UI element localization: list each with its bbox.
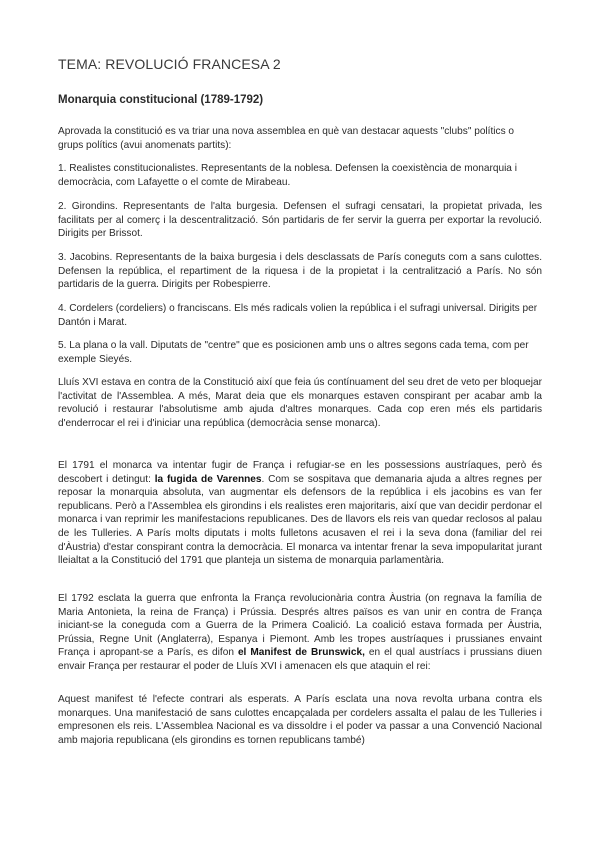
war-text-before: El 1792 esclata la guerra que enfronta la França revolucionària contra Àustria (on regnava la família de Maria Antonieta, la reina de França) i Prússia. Després altres països es van unir en contra de França iniciant-se la coneguda com a Guerra de la Primera Coalició. La coalició estava formada per Àustria, Prússia, Regne Unit (Anglaterra), Espanya i Piemont. Amb les tropes austríaques i prussianes envaint França i apropant-se a París, es difon bbox=[58, 593, 542, 659]
section-subtitle: Monarquia constitucional (1789-1792) bbox=[58, 94, 264, 106]
group-item-plana: 5. La plana o la vall. Diputats de "centre" que es posicionen amb uns o altres segons cada tema, com per exemple Sieyés. bbox=[58, 340, 529, 365]
war-highlight: el Manifest de Brunswick, bbox=[237, 647, 365, 659]
group-item-girondins: 2. Girondins. Representants de l'alta burgesia. Defensen el sufragi censatari, la propietat privada, les facilitats per al comerç i la descentralització. Són partidaris de fer servir la guerra per exportar la revolució. Dirigits per Brissot. bbox=[58, 201, 542, 240]
war-paragraph bbox=[58, 592, 542, 674]
group-item-realistes: 1. Realistes constitucionalistes. Representants de la noblesa. Defensen la coexistència de monarquia i democràcia, com Lafayette o el comte de Mirabeau. bbox=[58, 163, 517, 188]
manifest-effect-paragraph: Aquest manifest té l'efecte contrari als esperats. A París esclata una nova revolta urbana contra els monarques. Una manifestació de sans culottes encapçalada per cordelers assalta el palau de les Tulleries i empresonen els reis. L'Assemblea Nacional es va dissoldre i el poder va passar a una Convenció Nacional amb majoria republicana (els girondins es tornen republicans també) bbox=[58, 694, 542, 746]
flight-paragraph bbox=[58, 459, 542, 568]
flight-text-after: . Com se sospitava que demanaria ajuda a altres regnes per reposar la monarquia absoluta, van augmentar els defensors de la república i els jacobins es van fer republicans. Però a l'Assemblea els girondins i els realistes eren majoritaris, així que van decidir perdonar el monarca i van reprimir les manifestacions republicanes. Des de llavors els reis van quedar reclosos al palau de les Tulleries. A París molts diputats i molts fulletons acusaven el rei i la seva dona (familiar del rei d'Àustria) d'estar conspirant contra la democràcia. El monarca va intentar frenar la seva impopularitat jurant lleialtat a la Constitució del 1791 que planteja un sistema de monarquia parlamentària. bbox=[58, 473, 542, 567]
intro-paragraph: Aprovada la constitució es va triar una nova assemblea en què van destacar aquests "clubs" polítics o grups polítics (avui anomenats partits): bbox=[58, 126, 515, 151]
page-title: TEMA: REVOLUCIÓ FRANCESA 2 bbox=[58, 56, 281, 72]
flight-text-before: El 1791 el monarca va intentar fugir de França i refugiar-se en les possessions austríaques, però és descobert i detingut: bbox=[58, 460, 542, 485]
war-text-after: en el qual austríacs i prussians diuen envair França per restaurar el poder de Lluís XVI i amenacen els que ataquin el rei: bbox=[58, 647, 543, 672]
group-item-jacobins: 3. Jacobins. Representants de la baixa burgesia i dels desclassats de París coneguts com a sans culottes. Defensen la república, el repartiment de la riquesa i de la propietat i la centralització a París. No són partidaris de la guerra. Dirigits per Robespierre. bbox=[58, 252, 542, 291]
group-item-cordelers: 4. Cordelers (cordeliers) o franciscans. Els més radicals volien la república i el sufragi universal. Dirigits per Dantón i Marat. bbox=[58, 303, 538, 328]
louis-paragraph: Lluís XVI estava en contra de la Constitució així que feia ús contínuament del seu dret de veto per bloquejar l'activitat de l'Assemblea. A més, Marat deia que els monarques estaven conspirant per acabar amb la revolució i restaurar l'absolutisme amb ajuda d'altres monarques. Cada cop eren més els partidaris d'enderrocar el rei i d'iniciar una república (democràcia sense monarca). bbox=[58, 377, 542, 429]
flight-highlight: la fugida de Varennes bbox=[154, 473, 262, 485]
